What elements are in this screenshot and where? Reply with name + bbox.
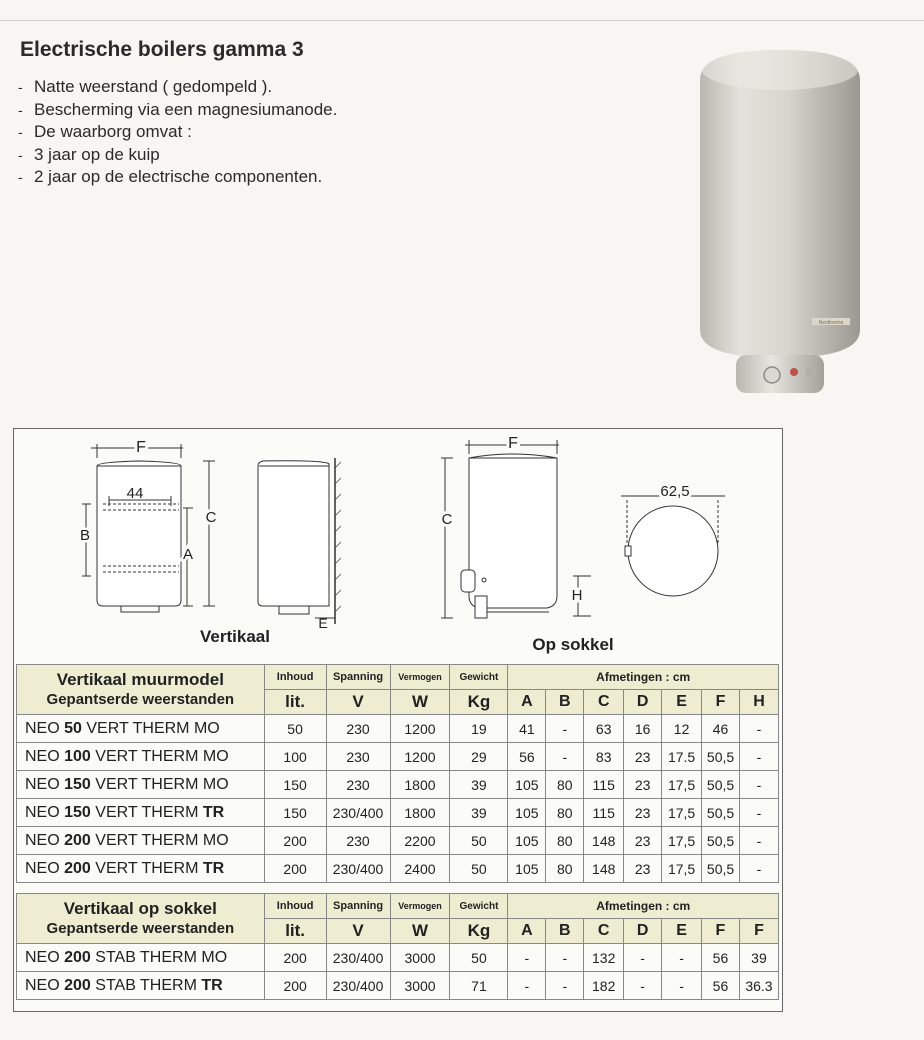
stand-top-view (621, 496, 725, 596)
model-size: 50 (64, 719, 82, 737)
table-cell: 56 (508, 743, 546, 771)
table-cell: 50 (450, 855, 508, 883)
model-type: STAB THERM (90, 976, 202, 994)
dim-letter: B (546, 690, 584, 715)
table-cell: 105 (508, 771, 546, 799)
feature-item: - 2 jaar op de electrische componenten. (18, 166, 337, 189)
table-cell: 50,5 (702, 743, 740, 771)
table-cell: 148 (584, 827, 624, 855)
model-type: VERT THERM (90, 747, 203, 765)
page-title: Electrische boilers gamma 3 (20, 38, 304, 61)
model-type: VERT THERM (90, 775, 203, 793)
stand-table-body (17, 944, 779, 1000)
table-cell: 23 (624, 743, 662, 771)
table-cell: 50 (450, 827, 508, 855)
table-cell: 2200 (390, 827, 450, 855)
table-cell: 17,5 (662, 827, 702, 855)
table-cell: 39 (739, 944, 778, 972)
col-gewicht: Gewicht (450, 894, 508, 919)
table-cell: 230/400 (326, 799, 390, 827)
table-cell: 80 (546, 799, 584, 827)
table-cell: 17,5 (662, 855, 702, 883)
table-cell: - (508, 972, 546, 1000)
model-size: 100 (64, 747, 91, 765)
model-name (17, 743, 265, 771)
dim-f-stand-label: F (508, 435, 518, 452)
feature-item: - Natte weerstand ( gedompeld ). (18, 76, 337, 99)
model-size: 200 (64, 859, 91, 877)
model-name (17, 944, 265, 972)
table-cell: - (662, 972, 702, 1000)
afmetingen-header: Afmetingen : cm (508, 665, 779, 690)
vertical-label: Vertikaal (200, 627, 270, 646)
table-cell: 17,5 (662, 771, 702, 799)
table-cell: 182 (584, 972, 624, 1000)
model-variant: TR (202, 803, 225, 821)
table-cell: 230 (326, 827, 390, 855)
col-vermogen: Vermogen (390, 665, 450, 690)
table-cell: 41 (508, 715, 546, 743)
vertical-side-view (258, 458, 341, 624)
table-cell: 105 (508, 827, 546, 855)
model-type: VERT THERM (81, 719, 194, 737)
col-inhoud: Inhoud (264, 665, 326, 690)
feature-item: - De waarborg omvat : (18, 121, 337, 144)
model-name (17, 771, 265, 799)
table-row (17, 715, 779, 743)
wall-table-title (17, 665, 265, 715)
table-row (17, 827, 779, 855)
model-name (17, 855, 265, 883)
table-row (17, 944, 779, 972)
dim-letter: H (740, 690, 779, 715)
table-row (17, 799, 779, 827)
model-prefix: NEO (25, 803, 65, 821)
table-cell: 39 (450, 771, 508, 799)
model-size: 200 (64, 948, 91, 966)
table-cell: 1800 (390, 799, 450, 827)
dim-letter: C (584, 919, 624, 944)
dim-letter: A (508, 919, 546, 944)
stand-table-title-text: Vertikaal op sokkel (63, 898, 217, 918)
table-cell: - (624, 972, 662, 1000)
wall-table-body (17, 715, 779, 883)
model-prefix: NEO (25, 948, 65, 966)
unit-gewicht: Kg (450, 690, 508, 715)
dim-44-label: 44 (126, 485, 144, 502)
dim-e-label: E (318, 615, 328, 631)
col-spanning: Spanning (326, 894, 390, 919)
model-name (17, 715, 265, 743)
unit-inhoud: lit. (264, 919, 326, 944)
dim-letter: A (508, 690, 546, 715)
table-cell: 105 (508, 799, 546, 827)
table-cell: 71 (450, 972, 508, 1000)
table-cell: - (740, 855, 779, 883)
brand-label: Neotherme (818, 320, 844, 326)
table-row (17, 972, 779, 1000)
stand-table-title (17, 894, 265, 944)
wall-table-subtitle: Gepantserde weerstanden (46, 690, 235, 708)
table-cell: 50,5 (702, 771, 740, 799)
table-cell: - (740, 743, 779, 771)
afmetingen-header: Afmetingen : cm (508, 894, 779, 919)
col-spanning: Spanning (326, 665, 390, 690)
table-cell: 17.5 (662, 743, 702, 771)
table-cell: 17,5 (662, 799, 702, 827)
model-variant: MO (202, 831, 229, 849)
model-prefix: NEO (25, 859, 65, 877)
col-gewicht: Gewicht (450, 665, 508, 690)
table-cell: 1200 (390, 715, 450, 743)
model-name (17, 827, 265, 855)
table-cell: - (740, 715, 779, 743)
table-cell: - (662, 944, 702, 972)
model-variant: MO (193, 719, 220, 737)
table-cell: - (740, 771, 779, 799)
model-size: 200 (64, 976, 91, 994)
table-cell: - (546, 715, 584, 743)
table-cell: 3000 (390, 972, 450, 1000)
dim-letter: B (546, 919, 584, 944)
unit-vermogen: W (390, 690, 450, 715)
model-variant: MO (201, 948, 228, 966)
model-prefix: NEO (25, 775, 65, 793)
dim-c-label: C (205, 509, 217, 526)
unit-gewicht: Kg (450, 919, 508, 944)
table-cell: 230 (326, 771, 390, 799)
model-variant: MO (202, 775, 229, 793)
dim-letter: F (702, 690, 740, 715)
table-cell: 115 (584, 771, 624, 799)
unit-spanning: V (326, 690, 390, 715)
dim-letter: F (701, 919, 739, 944)
model-type: STAB THERM (90, 948, 202, 966)
table-cell: 200 (264, 855, 326, 883)
table-cell: 36.3 (739, 972, 778, 1000)
table-cell: 83 (584, 743, 624, 771)
table-cell: 50,5 (702, 799, 740, 827)
table-cell: 80 (546, 771, 584, 799)
table-cell: - (546, 743, 584, 771)
dim-c-stand-label: C (441, 511, 453, 528)
model-variant: TR (201, 976, 223, 994)
feature-item: - Bescherming via een magnesiumanode. (18, 99, 337, 122)
table-cell: 150 (264, 799, 326, 827)
table-cell: 230 (326, 715, 390, 743)
table-cell: - (508, 944, 546, 972)
col-inhoud: Inhoud (264, 894, 326, 919)
feature-item: - 3 jaar op de kuip (18, 144, 337, 167)
wall-model-table (16, 664, 779, 883)
feature-list (18, 76, 337, 189)
table-row (17, 855, 779, 883)
table-cell: 150 (264, 771, 326, 799)
model-type: VERT THERM (90, 859, 203, 877)
dim-letter: E (662, 919, 702, 944)
model-name (17, 972, 265, 1000)
dim-625-label: 62,5 (660, 483, 690, 500)
table-cell: 50 (450, 944, 508, 972)
top-rule (0, 20, 924, 21)
model-name (17, 799, 265, 827)
table-cell: 200 (264, 944, 326, 972)
table-cell: 50,5 (702, 855, 740, 883)
table-cell: 80 (546, 855, 584, 883)
table-cell: 39 (450, 799, 508, 827)
col-vermogen: Vermogen (390, 894, 450, 919)
stand-front-view (441, 440, 591, 618)
model-variant: TR (202, 859, 225, 877)
model-prefix: NEO (25, 976, 65, 994)
stand-model-table (16, 893, 779, 1000)
dim-b-label: B (79, 527, 91, 544)
table-cell: 50 (264, 715, 326, 743)
model-prefix: NEO (25, 747, 65, 765)
stand-table-subtitle: Gepantserde weerstanden (46, 919, 235, 937)
table-cell: 23 (624, 855, 662, 883)
model-prefix: NEO (25, 719, 65, 737)
table-cell: - (740, 827, 779, 855)
table-cell: 16 (624, 715, 662, 743)
model-size: 150 (64, 803, 91, 821)
dim-f-label: F (136, 439, 146, 456)
table-cell: 3000 (390, 944, 450, 972)
table-cell: 200 (264, 972, 326, 1000)
table-cell: 230/400 (326, 944, 390, 972)
table-cell: 230/400 (326, 855, 390, 883)
dim-a-label: A (182, 546, 194, 563)
table-cell: 1200 (390, 743, 450, 771)
boiler-product-image (690, 40, 870, 400)
table-cell: 50,5 (702, 827, 740, 855)
table-cell: 23 (624, 771, 662, 799)
model-prefix: NEO (25, 831, 65, 849)
table-cell: 63 (584, 715, 624, 743)
table-cell: 148 (584, 855, 624, 883)
stand-label: Op sokkel (532, 635, 614, 654)
table-cell: 80 (546, 827, 584, 855)
dim-letter: D (624, 919, 662, 944)
table-cell: 56 (701, 944, 739, 972)
table-cell: 19 (450, 715, 508, 743)
table-cell: 132 (584, 944, 624, 972)
table-cell: 23 (624, 827, 662, 855)
dim-letter: C (584, 690, 624, 715)
model-type: VERT THERM (90, 831, 203, 849)
table-row (17, 743, 779, 771)
table-cell: 2400 (390, 855, 450, 883)
dim-letter: E (662, 690, 702, 715)
dimension-diagrams (13, 428, 781, 660)
model-variant: MO (202, 747, 229, 765)
table-cell: 29 (450, 743, 508, 771)
vertical-front-view (79, 444, 215, 612)
table-cell: - (740, 799, 779, 827)
table-cell: - (546, 944, 584, 972)
table-cell: 105 (508, 855, 546, 883)
model-size: 150 (64, 775, 91, 793)
table-cell: 56 (701, 972, 739, 1000)
table-cell: 1800 (390, 771, 450, 799)
dim-letter: F (739, 919, 778, 944)
table-cell: 200 (264, 827, 326, 855)
table-cell: 100 (264, 743, 326, 771)
table-cell: 115 (584, 799, 624, 827)
unit-spanning: V (326, 919, 390, 944)
unit-inhoud: lit. (264, 690, 326, 715)
dim-letter: D (624, 690, 662, 715)
table-cell: 23 (624, 799, 662, 827)
model-size: 200 (64, 831, 91, 849)
dim-h-label: H (571, 587, 583, 604)
table-cell: 230 (326, 743, 390, 771)
table-cell: 12 (662, 715, 702, 743)
wall-table-title-text: Vertikaal muurmodel (56, 669, 224, 689)
model-type: VERT THERM (90, 803, 203, 821)
table-cell: 46 (702, 715, 740, 743)
unit-vermogen: W (390, 919, 450, 944)
table-cell: - (624, 944, 662, 972)
table-cell: - (546, 972, 584, 1000)
table-cell: 230/400 (326, 972, 390, 1000)
table-row (17, 771, 779, 799)
